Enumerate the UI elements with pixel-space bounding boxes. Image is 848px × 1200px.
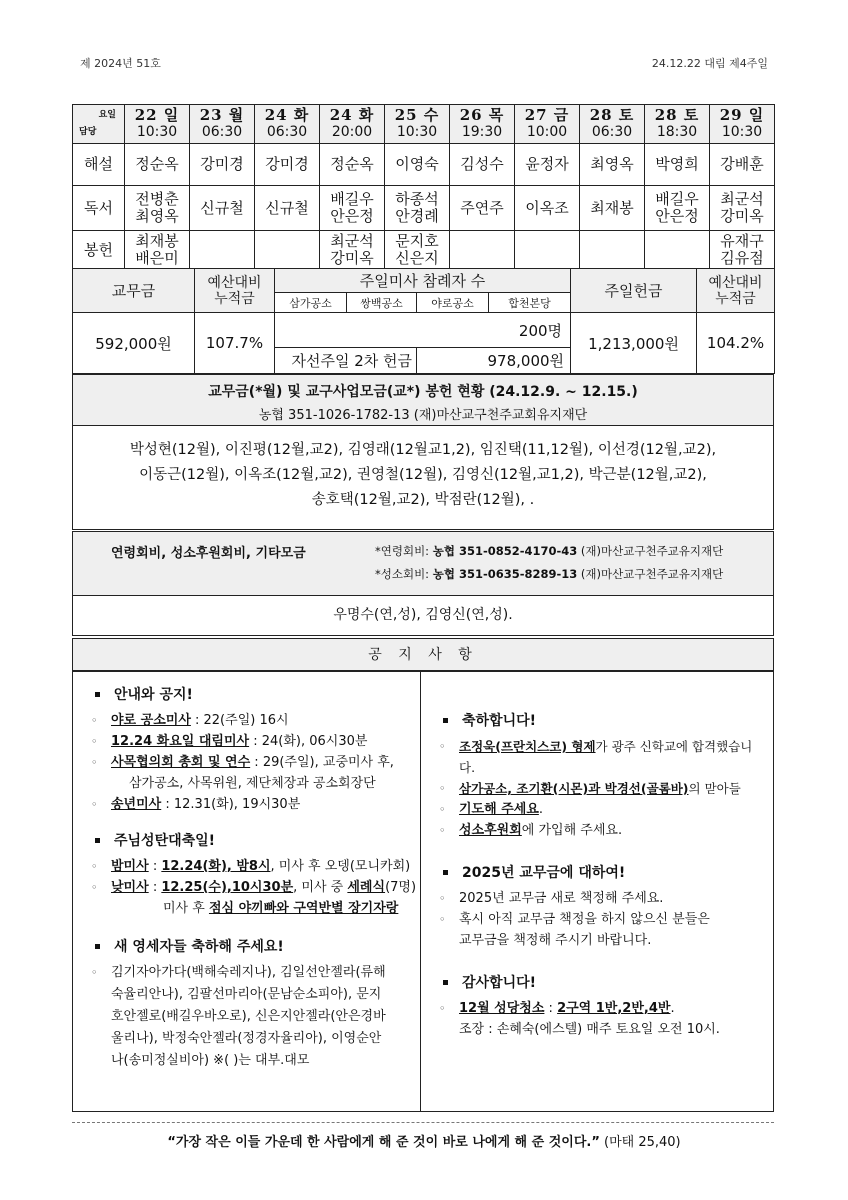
mass-schedule-table — [72, 104, 775, 270]
list-item: 교무금을 책정해 주시기 바랍니다. — [459, 933, 652, 948]
offering-header — [72, 374, 774, 426]
attendance-hapcheon: 합천본당 — [489, 293, 571, 313]
schedule-day: 24 화 — [264, 106, 310, 124]
schedule-time: 06:30 — [266, 124, 308, 140]
budget-value: 107.7% — [195, 313, 275, 374]
list-item: ◦ 기도해 주세요. — [439, 802, 544, 817]
attendance-yaro: 야로공소 — [417, 293, 489, 313]
schedule-cell — [515, 231, 580, 270]
schedule-time: 06:30 — [201, 124, 243, 140]
footer-divider — [72, 1122, 774, 1123]
notice-section-congrats: 축하합니다! — [437, 711, 767, 732]
schedule-cell: 최영옥 — [580, 144, 645, 186]
schedule-cell: 강미경 — [190, 144, 255, 186]
schedule-day-header — [125, 105, 190, 144]
schedule-time: 20:00 — [331, 124, 373, 140]
schedule-time: 19:30 — [461, 124, 503, 140]
notice-divider — [420, 671, 421, 1111]
offering-names — [72, 425, 774, 530]
schedule-cell: 김성수 — [450, 144, 515, 186]
schedule-cell: 이옥조 — [515, 186, 580, 231]
issue-date: 24.12.22 대림 제4주일 — [651, 57, 768, 70]
budget2-label: 예산대비 누적금 — [697, 269, 775, 313]
finance-table — [72, 268, 775, 374]
schedule-time: 10:00 — [526, 124, 568, 140]
attendance-label: 주일미사 참례자 수 — [275, 269, 571, 293]
schedule-cell: 배길우 안은정 — [320, 186, 385, 231]
bible-quote: “가장 작은 이들 가운데 한 사람에게 해 준 것이 바로 나에게 해 준 것이다.” (마태 25,40) — [167, 1135, 681, 1150]
schedule-cell: 전병춘 최영옥 — [125, 186, 190, 231]
schedule-cell: 정순옥 — [125, 144, 190, 186]
schedule-cell: 정순옥 — [320, 144, 385, 186]
schedule-role-label: 독서 — [73, 186, 125, 231]
list-item: ◦ 낮미사 : 12.25(수),10시30분, 미사 중 세례식(7명) — [91, 880, 417, 895]
notice-body — [72, 670, 774, 1112]
attendance-samga: 삼가공소 — [275, 293, 347, 313]
list-item: ◦ 조정욱(프란치스코) 형제가 광주 신학교에 합격했습니다. — [439, 739, 753, 775]
special-offering-label: 자선주일 2차 헌금 — [275, 348, 417, 374]
schedule-day-header — [320, 105, 385, 144]
offering-title: 교무금(*월) 및 교구사업모금(교*) 봉헌 현황 (24.12.9. ~ 12.15.) — [208, 384, 638, 400]
schedule-role-label: 해설 — [73, 144, 125, 186]
schedule-day: 28 토 — [589, 106, 635, 124]
schedule-day-header — [255, 105, 320, 144]
schedule-cell: 박영희 — [645, 144, 710, 186]
list-item: ◦ 2025년 교무금 새로 책정해 주세요. — [439, 891, 664, 906]
schedule-time: 06:30 — [591, 124, 633, 140]
dues-title: 연령회비, 성소후원회비, 기타모금 — [111, 546, 306, 561]
notice-section-baptism: 새 영세자들 축하해 주세요! — [89, 937, 417, 958]
schedule-cell: 신규철 — [190, 186, 255, 231]
schedule-day: 23 월 — [199, 106, 245, 124]
schedule-day-header — [580, 105, 645, 144]
schedule-cell: 하종석 안경례 — [385, 186, 450, 231]
schedule-day: 28 토 — [654, 106, 700, 124]
dues-line-2: *성소회비: 농협 351-0635-8289-13 (재)마산교구천주교유지재단 — [375, 567, 724, 581]
notice-left-column — [89, 671, 417, 1111]
schedule-cell: 강미경 — [255, 144, 320, 186]
list-item: 미사 후 점심 야끼빠와 구역반별 장기자랑 — [163, 901, 399, 916]
list-item: 조장 : 손혜숙(에스텔) 매주 토요일 오전 10시. — [459, 1022, 720, 1037]
schedule-day: 24 화 — [329, 106, 375, 124]
notice-section-christmas: 주님성탄대축일! — [89, 831, 417, 852]
schedule-time: 18:30 — [656, 124, 698, 140]
schedule-cell — [190, 231, 255, 270]
schedule-day-header — [385, 105, 450, 144]
special-offering-value: 978,000원 — [417, 348, 571, 374]
schedule-day: 26 목 — [459, 106, 505, 124]
schedule-cell: 신규철 — [255, 186, 320, 231]
schedule-corner: 요일 담당 — [73, 105, 125, 144]
schedule-cell: 강배훈 — [710, 144, 775, 186]
schedule-cell: 최재봉 배은미 — [125, 231, 190, 270]
list-item: ◦ 12.24 화요일 대림미사 : 24(화), 06시30분 — [91, 734, 368, 749]
offering-account: 농협 351-1026-1782-13 (재)마산교구천주교회유지재단 — [258, 408, 588, 423]
schedule-time: 10:30 — [721, 124, 763, 140]
schedule-day-header — [710, 105, 775, 144]
schedule-day: 22 일 — [134, 106, 180, 124]
list-item: ◦ 밤미사 : 12.24(화), 밤8시, 미사 후 오뎅(모니카회) — [91, 859, 411, 874]
budget-label: 예산대비 누적금 — [195, 269, 275, 313]
schedule-day-header — [190, 105, 255, 144]
schedule-cell: 최군석 강미옥 — [710, 186, 775, 231]
schedule-day: 27 금 — [524, 106, 570, 124]
sunday-offering-label: 주일헌금 — [571, 269, 697, 313]
schedule-cell: 최재봉 — [580, 186, 645, 231]
notice-title: 공 지 사 항 — [72, 638, 774, 672]
schedule-day-header — [645, 105, 710, 144]
schedule-cell — [450, 231, 515, 270]
list-item: ◦ 송년미사 : 12.31(화), 19시30분 — [91, 797, 301, 812]
notice-right-column — [437, 671, 767, 1111]
schedule-day: 25 수 — [394, 106, 440, 124]
schedule-cell: 이영숙 — [385, 144, 450, 186]
list-item: ◦ 사목협의회 총회 및 연수 : 29(주일), 교중미사 후, — [91, 755, 394, 770]
kyomugeum-value: 592,000원 — [73, 313, 195, 374]
schedule-day-header — [450, 105, 515, 144]
schedule-cell: 유재구 김유점 — [710, 231, 775, 270]
notice-section-guide: 안내와 공지! — [89, 685, 417, 706]
notice-section-thanks: 감사합니다! — [437, 973, 767, 994]
offering-names-line: 송호택(12월,교2), 박점란(12월), . — [311, 492, 535, 508]
schedule-time: 10:30 — [396, 124, 438, 140]
list-item: ◦ 야로 공소미사 : 22(주일) 16시 — [91, 713, 289, 728]
schedule-role-label: 봉헌 — [73, 231, 125, 270]
schedule-cell — [580, 231, 645, 270]
offering-names-line: 이동근(12월), 이옥조(12월,교2), 권영철(12월), 김영신(12월,교1,2), 박근분(12월,교2), — [139, 467, 707, 483]
list-item: ◦ 삼가공소, 조기환(시몬)과 박경선(골롬바)의 맏아들 — [439, 781, 741, 796]
list-item: ◦ 혹시 아직 교무금 책정을 하지 않으신 분들은 — [439, 912, 710, 927]
dues-line-1: *연령회비: 농협 351-0852-4170-43 (재)마산교구천주교유지재단 — [375, 544, 724, 558]
schedule-cell: 최군석 강미옥 — [320, 231, 385, 270]
schedule-cell: 문지호 신은지 — [385, 231, 450, 270]
list-item: ◦ 성소후원회에 가입해 주세요. — [439, 823, 623, 838]
schedule-cell: 주연주 — [450, 186, 515, 231]
dues-header — [72, 531, 774, 596]
offering-names-line: 박성현(12월), 이진평(12월,교2), 김영래(12월교1,2), 임진택(11,12월), 이선경(12월,교2), — [129, 442, 717, 458]
list-item: 삼가공소, 사목위원, 제단체장과 공소회장단 — [129, 776, 376, 791]
schedule-day: 29 일 — [719, 106, 765, 124]
budget2-value: 104.2% — [697, 313, 775, 374]
schedule-cell — [255, 231, 320, 270]
dues-names: 우명수(연,성), 김영신(연,성). — [72, 595, 774, 636]
list-item: ◦ 김기자아가다(백해숙레지나), 김일선안젤라(류해 숙율리안나), 김팔선마리아(문남순소피아), 문지 호안젤로(배길우바오로), 신은지안젤라(안은경바 울리나), 박정숙안젤라(정경자율리아), 이영순안 나(송미정실비아) ※( )는 대부.대모 — [91, 965, 386, 1068]
list-item: ◦ 12월 성당청소 : 2구역 1반,2반,4반. — [439, 1001, 675, 1016]
sunday-offering-value: 1,213,000원 — [571, 313, 697, 374]
kyomugeum-label: 교무금 — [73, 269, 195, 313]
attendance-total: 200명 — [275, 313, 571, 348]
attendance-ssangbaek: 쌍백공소 — [347, 293, 417, 313]
schedule-cell: 윤정자 — [515, 144, 580, 186]
notice-section-2025: 2025년 교무금에 대하여! — [437, 863, 767, 884]
issue-number: 제 2024년 51호 — [80, 57, 161, 70]
schedule-cell: 배길우 안은정 — [645, 186, 710, 231]
schedule-cell — [645, 231, 710, 270]
schedule-day-header — [515, 105, 580, 144]
schedule-time: 10:30 — [136, 124, 178, 140]
